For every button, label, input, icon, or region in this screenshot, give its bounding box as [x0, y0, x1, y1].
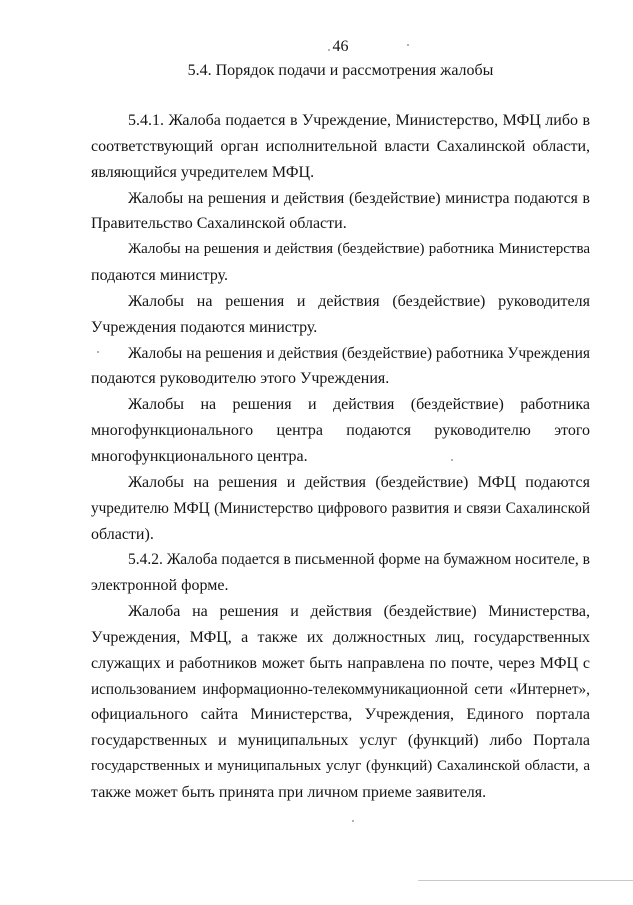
paragraph-line: Жалобы на решения и действия (бездействие) министра подаются в: [128, 189, 590, 207]
paragraph-institution-head-complaints: [91, 289, 590, 341]
paragraph-line: являющийся учредителем МФЦ.: [91, 163, 315, 181]
scan-edge-line: [418, 880, 633, 881]
paragraph-5-4-2: [91, 547, 590, 599]
paragraph-line: также может быть принята при личном приеме заявителя.: [91, 783, 487, 801]
paragraph-institution-employee-complaints: [91, 341, 590, 393]
paragraph-line: Жалоба на решения и действия (бездействие) Министерства,: [128, 603, 590, 621]
paragraph-line: области).: [91, 525, 154, 543]
paragraph-line: 5.4.2. Жалоба подается в письменной форме на бумажном носителе, в: [128, 551, 590, 569]
paragraph-line: Жалобы на решения и действия (бездействие) руководителя: [128, 292, 590, 310]
paragraph-line: использованием информационно-телекоммуникационной сети «Интернет»,: [91, 680, 590, 698]
paragraph-line: Жалобы на решения и действия (бездействие) работника Учреждения: [128, 344, 590, 362]
paragraph-line: Жалобы на решения и действия (бездействие) работника: [128, 396, 590, 414]
page-number: 46: [332, 38, 349, 55]
scan-speck: [97, 351, 99, 353]
paragraph-line: Учреждения, МФЦ, а также их должностных лиц, государственных: [91, 628, 590, 646]
paragraph-line: подаются руководителю этого Учреждения.: [91, 370, 390, 388]
paragraph-line: многофункционального центра.: [91, 447, 308, 465]
paragraph-5-4-1: [91, 108, 590, 186]
scan-speck: [451, 459, 453, 461]
paragraph-ministry-employee-complaints: [91, 237, 590, 289]
paragraph-minister-complaints: [91, 186, 590, 238]
paragraph-line: государственных и муниципальных услуг (функций) Сахалинской области, а: [91, 758, 590, 775]
paragraph-line: Учреждения подаются министру.: [91, 318, 318, 336]
scan-speck: [407, 44, 409, 46]
paragraph-line: Жалобы на решения и действия (бездействие) МФЦ подаются: [128, 473, 590, 491]
paragraph-line: официального сайта Министерства, Учреждения, Единого портала: [91, 706, 590, 724]
paragraph-mfc-complaints: [91, 470, 590, 548]
paragraph-mfc-employee-complaints: [91, 392, 590, 470]
section-heading: 5.4. Порядок подачи и рассмотрения жалобы: [187, 62, 494, 79]
document-body: [91, 108, 590, 806]
paragraph-line: 5.4.1. Жалоба подается в Учреждение, Министерство, МФЦ либо в: [128, 112, 590, 129]
scan-speck: [352, 820, 354, 822]
paragraph-line: соответствующий орган исполнительной власти Сахалинской области,: [91, 137, 590, 155]
paragraph-submission-channels: [91, 599, 590, 806]
paragraph-line: служащих и работников может быть направлена по почте, через МФЦ с: [91, 654, 590, 672]
paragraph-line: электронной форме.: [91, 577, 229, 595]
paragraph-line: подаются министру.: [91, 267, 229, 285]
paragraph-line: государственных и муниципальных услуг (функций) либо Портала: [91, 732, 590, 750]
paragraph-line: Правительство Сахалинской области.: [91, 215, 347, 233]
scan-speck: [328, 49, 330, 51]
paragraph-line: учредителю МФЦ (Министерство цифрового развития и связи Сахалинской: [91, 499, 590, 517]
paragraph-line: Жалобы на решения и действия (бездействие) работника Министерства: [128, 241, 590, 258]
paragraph-line: многофункционального центра подаются руководителю этого: [91, 422, 590, 440]
